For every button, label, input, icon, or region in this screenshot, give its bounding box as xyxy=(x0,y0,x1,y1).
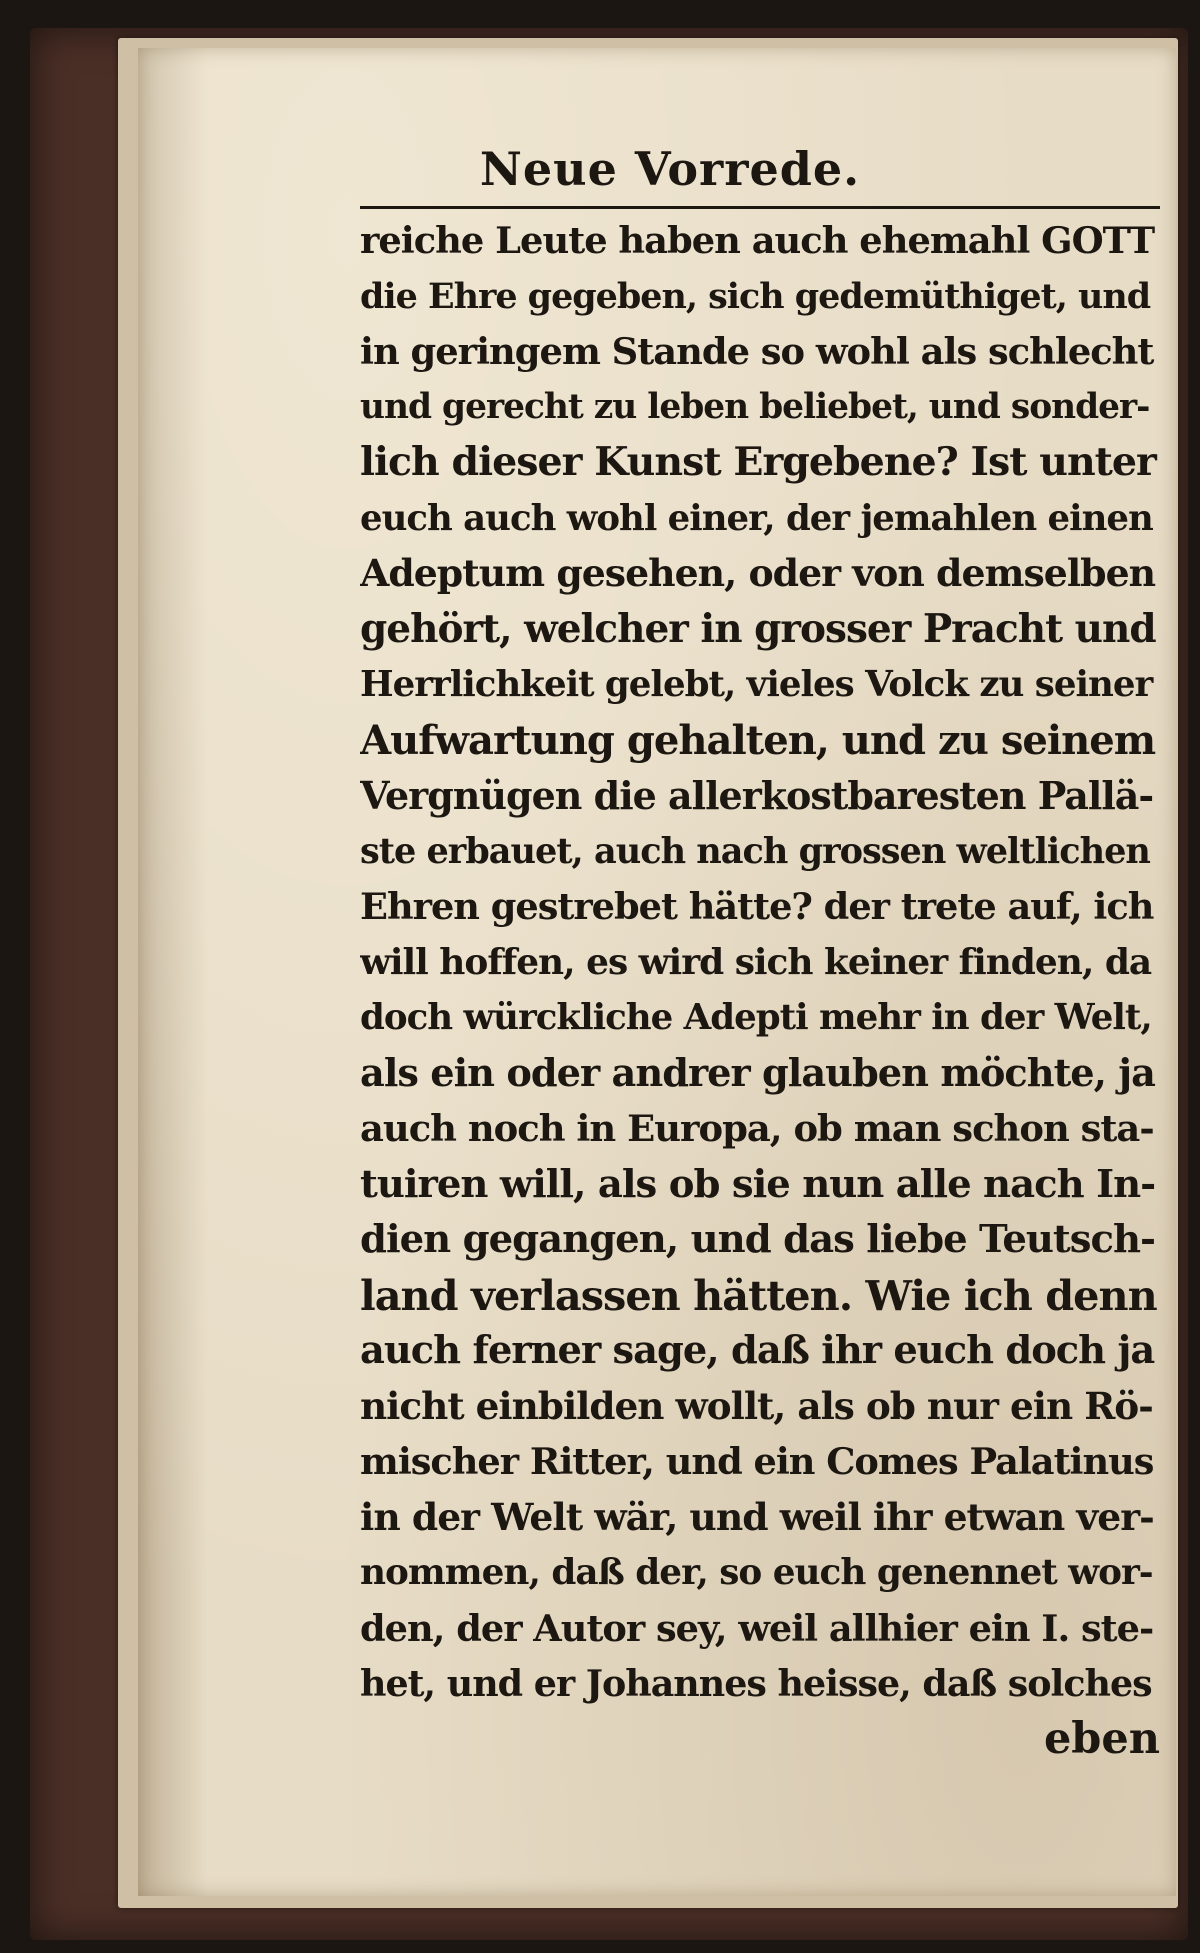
head-rule xyxy=(360,206,1160,209)
text-line: dien gegangen, und das liebe Teutsch- xyxy=(360,1217,1156,1262)
text-line: tuiren will, als ob sie nun alle nach In- xyxy=(360,1161,1156,1207)
text-line: Adeptum gesehen, oder von demselben xyxy=(360,551,1156,595)
text-line: het, und er Johannes heisse, daß solches xyxy=(360,1662,1152,1705)
text-line: will hoffen, es wird sich keiner finden, da xyxy=(360,940,1152,983)
text-line: nicht einbilden wollt, als ob nur ein Rö- xyxy=(360,1383,1153,1428)
text-line: Herrlichkeit gelebt, vieles Volck zu seiner xyxy=(360,664,1153,705)
text-line: in der Welt wär, und weil ihr etwan ver- xyxy=(360,1494,1154,1539)
text-line: auch ferner sage, daß ihr euch doch ja xyxy=(360,1328,1155,1373)
page-text-block xyxy=(360,140,1160,1767)
text-line: mischer Ritter, und ein Comes Palatinus xyxy=(360,1440,1154,1483)
text-line: Vergnügen die allerkostbaresten Pallä- xyxy=(360,773,1154,818)
text-line: in geringem Stande so wohl als schlecht xyxy=(360,329,1154,373)
text-line: Aufwartung gehalten, und zu seinem xyxy=(360,716,1156,764)
text-line: auch noch in Europa, ob man schon sta- xyxy=(360,1106,1154,1150)
text-line: als ein oder andrer glauben möchte, ja xyxy=(360,1050,1155,1096)
text-line: die Ehre gegeben, sich gedemüthiget, und xyxy=(360,275,1151,317)
text-line: ste erbauet, auch nach grossen weltlichen xyxy=(360,830,1150,872)
text-line: Ehren gestrebet hätte? der trete auf, ich xyxy=(360,885,1154,928)
text-line: doch würckliche Adepti mehr in der Welt, xyxy=(360,997,1152,1038)
text-line: nommen, daß der, so euch genennet wor- xyxy=(360,1551,1153,1593)
text-line: und gerecht zu leben beliebet, und sonder- xyxy=(360,386,1150,427)
text-line: gehört, welcher in grosser Pracht und xyxy=(360,605,1156,652)
text-line: reiche Leute haben auch ehemahl GOTT xyxy=(360,218,1155,262)
text-line: euch auch wohl einer, der jemahlen einen xyxy=(360,497,1153,539)
text-line: lich dieser Kunst Ergebene? Ist unter xyxy=(360,439,1156,485)
catchword: eben xyxy=(1043,1713,1160,1764)
text-line: den, der Autor sey, weil allhier ein I. ste- xyxy=(360,1606,1154,1650)
running-head: Neue Vorrede. xyxy=(479,142,861,196)
text-line: land verlassen hätten. Wie ich denn xyxy=(360,1270,1157,1320)
